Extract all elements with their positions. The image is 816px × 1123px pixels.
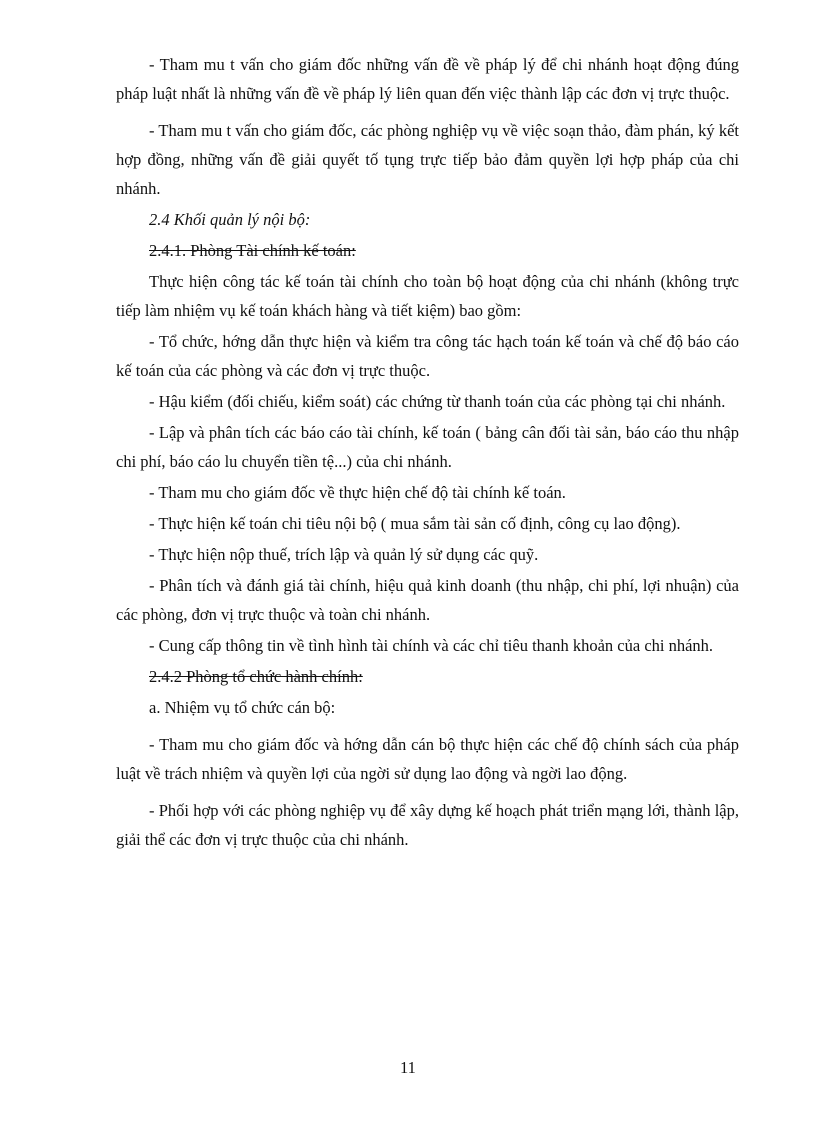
- paragraph-legal-advice-2: - Tham mu t vấn cho giám đốc, các phòng nghiệp vụ về việc soạn thảo, đàm phán, ký kết hợp đồng, những vấn đề giải quyết tố tụng trực tiếp bảo đảm quyền lợi hợp pháp của chi nhánh.: [116, 121, 739, 198]
- page-number: 11: [400, 1058, 416, 1077]
- paragraph-accounting-item-7: - Phân tích và đánh giá tài chính, hiệu quả kinh doanh (thu nhập, chi phí, lợi nhuận) của các phòng, đơn vị trực thuộc và toàn chi nhánh.: [116, 576, 739, 624]
- paragraph-hr-subheading: a. Nhiệm vụ tổ chức cán bộ:: [149, 698, 336, 717]
- subsection-heading-finance-accounting: 2.4.1. Phòng Tài chính kế toán:: [149, 241, 356, 260]
- section-heading-internal-management: 2.4 Khối quản lý nội bộ:: [149, 210, 311, 229]
- paragraph-accounting-intro: Thực hiện công tác kế toán tài chính cho toàn bộ hoạt động của chi nhánh (không trực tiếp làm nhiệm vụ kế toán khách hàng và tiết kiệm) bao gồm:: [116, 272, 739, 320]
- paragraph-accounting-item-2: - Hậu kiểm (đối chiếu, kiểm soát) các chứng từ thanh toán của các phòng tại chi nhánh.: [149, 392, 726, 411]
- document-page: [116, 50, 739, 854]
- paragraph-accounting-item-4: - Tham mu cho giám đốc về thực hiện chế độ tài chính kế toán.: [149, 483, 566, 502]
- paragraph-legal-advice-1: - Tham mu t vấn cho giám đốc những vấn đề về pháp lý để chi nhánh hoạt động đúng pháp luật nhất là những vấn đề về pháp lý liên quan đến việc thành lập các đơn vị trực thuộc.: [116, 55, 739, 103]
- paragraph-hr-item-2: - Phối hợp với các phòng nghiệp vụ để xây dựng kế hoạch phát triển mạng lới, thành lập, giải thể các đơn vị trực thuộc của chi nhánh.: [116, 801, 739, 849]
- paragraph-accounting-item-6: - Thực hiện nộp thuế, trích lập và quản lý sử dụng các quỹ.: [149, 545, 539, 564]
- subsection-heading-hr-admin: 2.4.2 Phòng tổ chức hành chính:: [149, 667, 363, 686]
- paragraph-accounting-item-5: - Thực hiện kế toán chi tiêu nội bộ ( mua sắm tài sản cố định, công cụ lao động).: [149, 514, 681, 533]
- paragraph-hr-item-1: - Tham mu cho giám đốc và hớng dẫn cán bộ thực hiện các chế độ chính sách của pháp luật về trách nhiệm và quyền lợi của ngời sử dụng lao động và ngời lao động.: [116, 735, 739, 783]
- paragraph-accounting-item-1: - Tổ chức, hớng dẫn thực hiện và kiểm tra công tác hạch toán kế toán và chế độ báo cáo kế toán của các phòng và các đơn vị trực thuộc.: [116, 332, 739, 380]
- paragraph-accounting-item-8: - Cung cấp thông tin về tình hình tài chính và các chỉ tiêu thanh khoản của chi nhánh.: [149, 636, 714, 655]
- paragraph-accounting-item-3: - Lập và phân tích các báo cáo tài chính, kế toán ( bảng cân đối tài sản, báo cáo thu nhập chi phí, báo cáo lu chuyển tiền tệ...) của chi nhánh.: [116, 423, 739, 471]
